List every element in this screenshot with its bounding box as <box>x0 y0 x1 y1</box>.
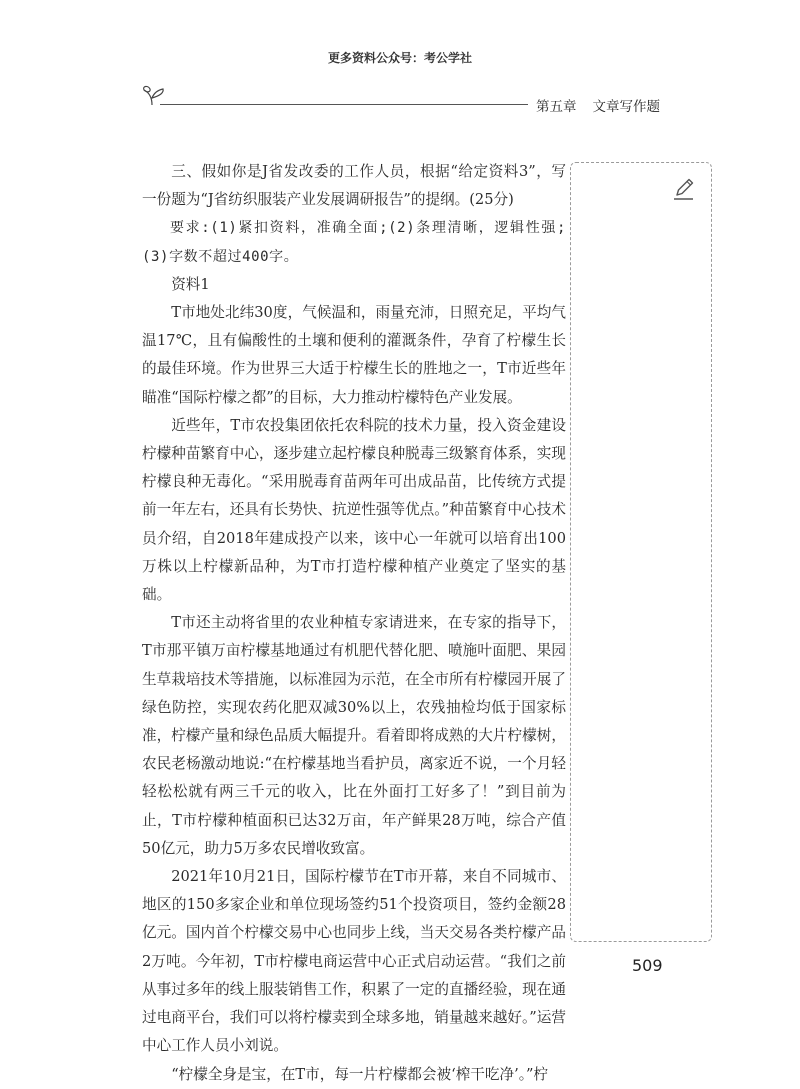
notes-box <box>570 162 712 942</box>
question-prompt: 三、假如你是J省发改委的工作人员，根据“给定资料3”，写一份题为“J省纺织服装产业发展调研报告”的提纲。(25分) <box>142 163 566 209</box>
pencil-icon <box>672 176 696 202</box>
page-number: 509 <box>632 956 663 975</box>
material-paragraph: “柠檬全身是宝，在T市，每一片柠檬都会被‘榨干吃净’。”柠 <box>171 1065 549 1083</box>
running-header <box>536 95 660 115</box>
sprout-icon <box>140 84 166 106</box>
material-paragraph: 近些年，T市农投集团依托农科院的技术力量，投入资金建设柠檬种苗繁育中心，逐步建立起柠檬良种脱毒三级繁育体系，实现柠檬良种无毒化。“采用脱毒育苗两年可出成品苗，比传统方式提前一年左右，还具有长势快、抗逆性强等优点。”种苗繁育中心技术员介绍，自2018年建成投产以来，该中心一年就可以培育出100万株以上柠檬新品种，为T市打造柠檬种植产业奠定了坚实的基础。 <box>142 416 566 604</box>
material-paragraph: 2021年10月21日，国际柠檬节在T市开幕，来自不同城市、地区的150多家企业和单位现场签约51个投资项目，签约金额28亿元。国内首个柠檬交易中心也同步上线，当天交易各类柠檬产品2万吨。今年初，T市柠檬电商运营中心正式启动运营。“我们之前从事过多年的线上服装销售工作，积累了一定的直播经验，现在通过电商平台，我们可以将柠檬卖到全球多地，销量越来越好。”运营中心工作人员小刘说。 <box>142 868 566 1055</box>
question-requirements: 要求:(1)紧扣资料，准确全面;(2)条理清晰，逻辑性强;(3)字数不超过400字。 <box>142 220 566 265</box>
material-label: 资料1 <box>171 275 210 293</box>
header-rule <box>160 104 528 105</box>
top-note: 更多资料公众号：考公学社 <box>327 51 472 65</box>
material-paragraph: T市还主动将省里的农业种植专家请进来，在专家的指导下，T市那平镇万亩柠檬基地通过有机肥代替化肥、喷施叶面肥、果园生草栽培技术等措施，以标准园为示范，在全市所有柠檬园开展了绿色防控，实现农药化肥双减30%以上，农残抽检均低于国家标准，柠檬产量和绿色品质大幅提升。看着即将成熟的大片柠檬树，农民老杨激动地说:“在柠檬基地当看护员，离家近不说，一个月轻轻松松就有两三千元的收入，比在外面打工好多了！”到目前为止，T市柠檬种植面积已达32万亩，年产鲜果28万吨，综合产值50亿元，助力5万多农民增收致富。 <box>142 614 566 857</box>
page-content <box>142 158 566 1089</box>
material-paragraph: T市地处北纬30度，气候温和，雨量充沛，日照充足，平均气温17℃，且有偏酸性的土壤和便利的灌溉条件，孕育了柠檬生长的最佳环境。作为世界三大适于柠檬生长的胜地之一，T市近些年瞄准“国际柠檬之都”的目标，大力推动柠檬特色产业发展。 <box>142 304 566 406</box>
chapter-title: 文章写作题 <box>592 99 660 115</box>
chapter-number: 第五章 <box>536 99 577 115</box>
